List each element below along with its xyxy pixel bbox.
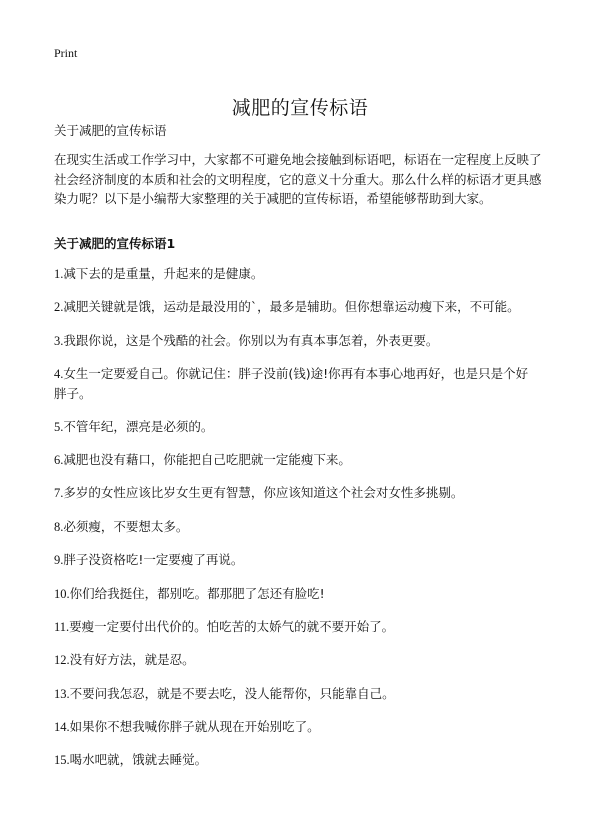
slogan-text: 喝水吧就，饿就去睡觉。 <box>69 752 208 768</box>
list-item <box>54 331 534 351</box>
slogan-text: 多岁的女性应该比岁女生更有智慧，你应该知道这个社会对女性多挑剔。 <box>63 485 464 501</box>
slogan-number: 4. <box>54 367 64 382</box>
slogan-text: 我跟你说，这是个残酷的社会。你别以为有真本事怎着，外表更要。 <box>63 332 439 348</box>
list-item <box>54 297 534 317</box>
slogan-number: 8. <box>54 519 64 534</box>
list-item <box>54 750 534 770</box>
article-subtitle: 关于减肥的宣传标语 <box>54 123 167 138</box>
list-item <box>54 483 534 503</box>
list-item <box>54 264 534 284</box>
slogan-text: 减肥也没有藉口，你能把自己吃肥就一定能瘦下来。 <box>63 451 351 467</box>
list-item <box>54 650 534 670</box>
list-item <box>54 717 534 737</box>
list-item <box>54 684 534 704</box>
slogan-number: 3. <box>54 333 64 348</box>
slogan-number: 5. <box>54 419 64 434</box>
slogan-number: 1. <box>54 267 64 281</box>
section-heading: 关于减肥的宣传标语1 <box>54 236 176 251</box>
slogan-number: 15. <box>54 753 70 768</box>
list-item <box>54 584 534 604</box>
slogan-text: 必须瘦，不要想太多。 <box>63 518 189 534</box>
slogan-number: 7. <box>54 486 64 501</box>
list-item <box>54 417 534 437</box>
slogan-text: 没有好方法，就是忍。 <box>69 652 195 668</box>
slogan-number: 10. <box>54 586 70 601</box>
slogan-number: 14. <box>54 720 70 735</box>
list-item <box>54 364 534 403</box>
slogan-list <box>54 264 534 784</box>
slogan-text: 要瘦一定要付出代价的。怕吃苦的太娇气的就不要开始了。 <box>69 618 395 634</box>
slogan-text: 女生一定要爱自己。你就记住：胖子没前(钱)途!你再有本事心地再好，也是只是个好胖子。 <box>54 366 529 402</box>
slogan-text: 如果你不想我喊你胖子就从现在开始别吃了。 <box>69 719 320 735</box>
list-item <box>54 450 534 470</box>
print-link[interactable]: Print <box>54 46 78 60</box>
slogan-text: 不要问我怎忍，就是不要去吃，没人能帮你，只能靠自己。 <box>69 685 395 701</box>
slogan-number: 11. <box>54 619 70 634</box>
slogan-number: 12. <box>54 653 70 668</box>
slogan-text: 减肥关键就是饿，运动是最没用的`，最多是辅助。但你想靠运动瘦下来，不可能。 <box>63 299 520 315</box>
slogan-number: 6. <box>54 452 64 467</box>
slogan-number: 9. <box>54 553 64 568</box>
list-item <box>54 617 534 637</box>
slogan-text: 减下去的是重量，升起来的是健康。 <box>63 266 264 281</box>
page-title: 减肥的宣传标语 <box>231 96 369 119</box>
slogan-text: 你们给我挺住，都别吃。都那肥了怎还有脸吃! <box>69 585 325 601</box>
list-item <box>54 517 534 537</box>
intro-paragraph: 在现实生活或工作学习中，大家都不可避免地会接触到标语吧，标语在一定程度上反映了社会经济制度的本质和社会的文明程度，它的意义十分重大。那么什么样的标语才更具感染力呢？以下是小编帮大家整理的关于减肥的宣传标语，希望能够帮助到大家。 <box>54 152 542 206</box>
slogan-number: 2. <box>54 300 64 315</box>
slogan-text: 不管年纪，漂亮是必须的。 <box>63 418 214 434</box>
slogan-text: 胖子没资格吃!一定要瘦了再说。 <box>63 552 244 568</box>
list-item <box>54 550 534 570</box>
slogan-number: 13. <box>54 686 70 701</box>
